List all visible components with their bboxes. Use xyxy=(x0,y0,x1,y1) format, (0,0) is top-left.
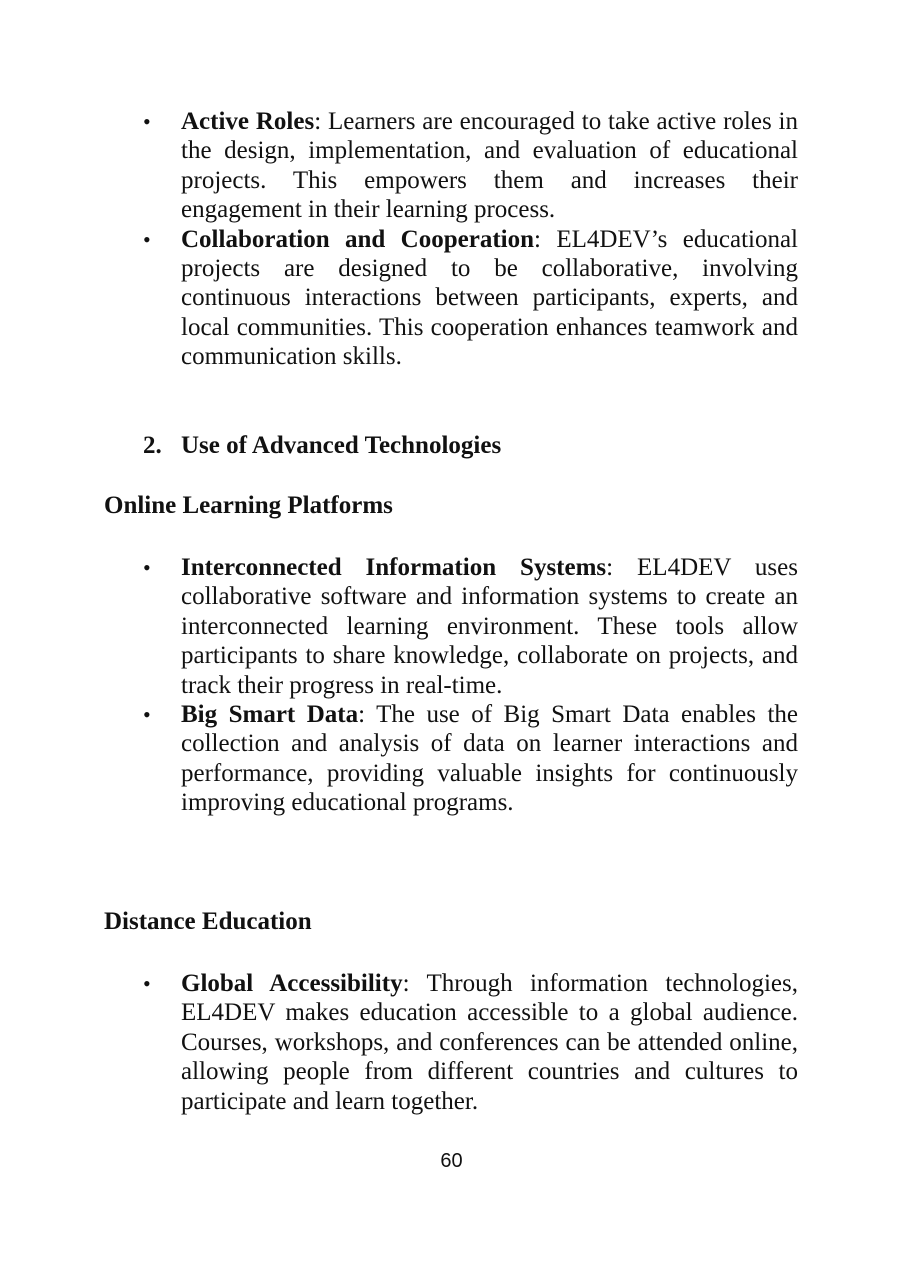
item-text: : EL4DEV uses collaborative software and information systems to create an interconnected learning environment. These tools allow participants to share knowledge, collaborate on projects, and track their progress in real-time. xyxy=(181,554,798,699)
item-text: : Learners are encouraged to take active roles in the design, implementation, and evaluation of educational projects. This empowers them and increases their engagement in their learning process. xyxy=(181,108,798,224)
item-text: : EL4DEV’s educational projects are designed to be collaborative, involving continuous interactions between participants, experts, and local communities. This cooperation enhances teamwork and communication skills. xyxy=(181,225,798,371)
section-number: 2. xyxy=(143,432,162,459)
term-label: Big Smart Data xyxy=(181,701,359,729)
list-item-active-roles xyxy=(143,107,798,225)
list-item-interconnected-systems xyxy=(143,553,798,700)
bullet-list-distance-education xyxy=(143,969,798,1116)
subsection-heading-online-learning: Online Learning Platforms xyxy=(104,492,393,519)
term-label: Collaboration and Cooperation xyxy=(181,225,534,253)
bullet-icon: • xyxy=(143,555,151,580)
subsection-heading-distance-education: Distance Education xyxy=(104,908,312,935)
page-number: 60 xyxy=(440,1150,463,1172)
numbered-section-heading xyxy=(143,431,501,461)
bullet-icon: • xyxy=(143,109,151,134)
item-text: : Through information technologies, EL4DEV makes education accessible to a global audience. Courses, workshops, and conferences can be attended online, allowing people from different countries and cultures to participate and learn together. xyxy=(181,970,798,1115)
bullet-list-online-learning xyxy=(143,553,799,818)
term-label: Global Accessibility xyxy=(181,970,403,997)
item-text: : The use of Big Smart Data enables the collection and analysis of data on learner interactions and performance, providing valuable insights for continuously improving educational programs. xyxy=(181,701,799,817)
section-title: Use of Advanced Technologies xyxy=(181,432,502,459)
list-item-global-accessibility xyxy=(143,969,798,1116)
list-item-big-smart-data xyxy=(143,700,799,818)
list-item-collaboration xyxy=(143,225,798,372)
term-label: Active Roles xyxy=(181,108,315,135)
bullet-icon: • xyxy=(143,702,151,728)
bullet-list-roles xyxy=(143,107,798,372)
term-label: Interconnected Information Systems xyxy=(181,554,607,581)
bullet-icon: • xyxy=(143,971,151,996)
bullet-icon: • xyxy=(143,226,151,252)
